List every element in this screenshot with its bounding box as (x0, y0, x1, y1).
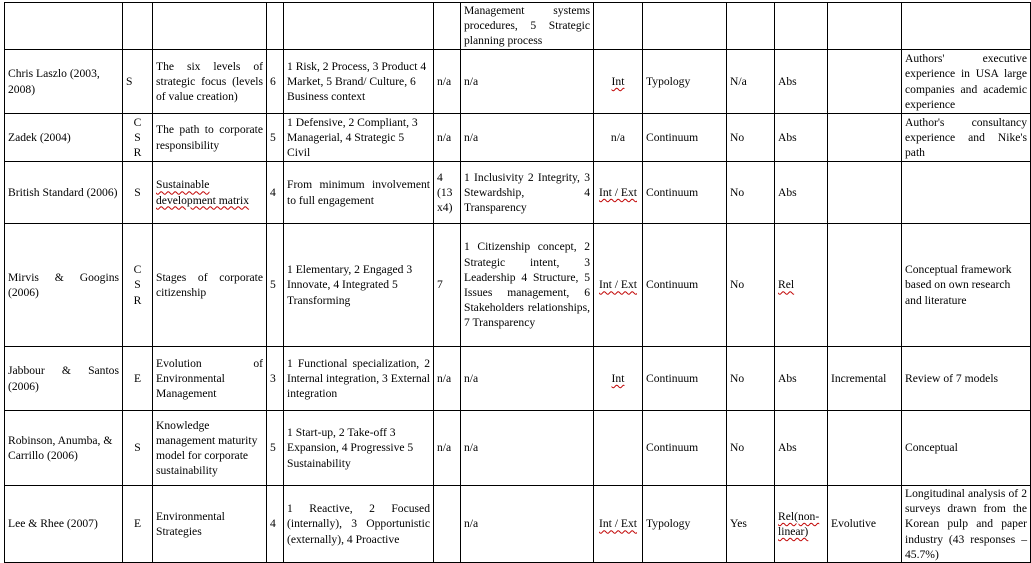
cell-dimensions: 1 Inclusivity 2 Integrity, 3 Stewardship, 4 Transparency (461, 162, 594, 224)
cell-focus: C S R (123, 224, 153, 347)
cell-stages-sequential: No (727, 411, 775, 486)
cell-levels: 1 Risk, 2 Process, 3 Product 4 Market, 5 Brand/ Culture, 6 Business context (284, 50, 434, 114)
table-row (5, 50, 1031, 114)
table-row (5, 224, 1031, 347)
cell-measure: Rel (775, 224, 828, 347)
cell-stages-sequential: No (727, 114, 775, 162)
cell-levels-count: 4 (267, 162, 284, 224)
cell-perspective: Int (594, 347, 643, 411)
cell-basis: Conceptual framework based on own research and literature (902, 224, 1031, 347)
cell-structure: Continuum (643, 162, 727, 224)
cell-dimensions-count: 7 (434, 224, 461, 347)
table-row (5, 411, 1031, 486)
cell-author: British Standard (2006) (5, 162, 123, 224)
cell-model: The path to corporate responsibility (153, 114, 267, 162)
cell-structure: Typology (643, 50, 727, 114)
maturity-models-table (4, 2, 1031, 563)
cell-levels: 1 Elementary, 2 Engaged 3 Innovate, 4 Integrated 5 Transforming (284, 224, 434, 347)
cell-basis: Authors' executive experience in USA large companies and academic experience (902, 50, 1031, 114)
cell-stages-sequential: Yes (727, 486, 775, 563)
cell-model: Sustainable development matrix (153, 162, 267, 224)
cell-model: The six levels of strategic focus (levels of value creation) (153, 50, 267, 114)
cell-model: Stages of corporate citizenship (153, 224, 267, 347)
cell-progression: Incremental (828, 347, 902, 411)
cell-dimensions-count (434, 486, 461, 563)
cell-dimensions: n/a (461, 486, 594, 563)
cell-basis: Conceptual (902, 411, 1031, 486)
cell-progression (828, 162, 902, 224)
cell-perspective: n/a (594, 114, 643, 162)
cell-model: Evolution of Environmental Management (153, 347, 267, 411)
cell-perspective (594, 411, 643, 486)
cell-focus: S (123, 162, 153, 224)
table-row (5, 347, 1031, 411)
table-row (5, 114, 1031, 162)
cell-measure: Rel(non-linear) (775, 486, 828, 563)
cell-measure: Abs (775, 411, 828, 486)
cell-stages-sequential: No (727, 162, 775, 224)
cell-levels-count: 5 (267, 411, 284, 486)
cell-structure: Continuum (643, 411, 727, 486)
cell-progression (828, 411, 902, 486)
cell-basis: Author's consultancy experience and Nike's path (902, 114, 1031, 162)
cell-dimensions: n/a (461, 347, 594, 411)
cell-model: Knowledge management maturity model for corporate sustainability (153, 411, 267, 486)
cell-dimensions-count: n/a (434, 50, 461, 114)
cell-perspective: Int (594, 50, 643, 114)
cell-focus: S (123, 50, 153, 114)
cell-basis: Review of 7 models (902, 347, 1031, 411)
cell-model: Environmental Strategies (153, 486, 267, 563)
cell-levels-count: 5 (267, 114, 284, 162)
table-row (5, 3, 1031, 50)
cell-progression (828, 224, 902, 347)
cell-levels: 1 Reactive, 2 Focused (internally), 3 Opportunistic (externally), 4 Proactive (284, 486, 434, 563)
table-row (5, 162, 1031, 224)
cell-dimensions: n/a (461, 114, 594, 162)
cell-measure: Abs (775, 114, 828, 162)
cell-stages-sequential: N/a (727, 50, 775, 114)
cell-perspective: Int / Ext (594, 162, 643, 224)
cell-levels-count: 4 (267, 486, 284, 563)
cell-levels-count: 3 (267, 347, 284, 411)
cell-measure: Abs (775, 162, 828, 224)
cell-procedures: Management systems procedures, 5 Strategic planning process (461, 3, 594, 50)
cell-structure: Continuum (643, 224, 727, 347)
cell-measure: Abs (775, 50, 828, 114)
cell-stages-sequential: No (727, 224, 775, 347)
cell-dimensions: n/a (461, 50, 594, 114)
cell-measure: Abs (775, 347, 828, 411)
cell-author: Mirvis & Googins (2006) (5, 224, 123, 347)
cell-author: Chris Laszlo (2003, 2008) (5, 50, 123, 114)
cell-dimensions-count: 4 (13 x4) (434, 162, 461, 224)
cell-dimensions-count: n/a (434, 114, 461, 162)
cell-perspective: Int / Ext (594, 486, 643, 563)
cell-levels-count: 6 (267, 50, 284, 114)
cell-dimensions-count: n/a (434, 347, 461, 411)
cell-levels: 1 Defensive, 2 Compliant, 3 Managerial, 4 Strategic 5 Civil (284, 114, 434, 162)
cell-progression (828, 50, 902, 114)
cell-focus: E (123, 347, 153, 411)
cell-progression: Evolutive (828, 486, 902, 563)
table-row (5, 486, 1031, 563)
cell-levels-count: 5 (267, 224, 284, 347)
cell-dimensions: n/a (461, 411, 594, 486)
cell-author: Jabbour & Santos (2006) (5, 347, 123, 411)
cell-structure: Continuum (643, 347, 727, 411)
cell-stages-sequential: No (727, 347, 775, 411)
cell-focus: S (123, 411, 153, 486)
cell-author: Lee & Rhee (2007) (5, 486, 123, 563)
cell-structure: Typology (643, 486, 727, 563)
cell-focus: E (123, 486, 153, 563)
cell-levels: 1 Start-up, 2 Take-off 3 Expansion, 4 Progressive 5 Sustainability (284, 411, 434, 486)
cell-progression (828, 114, 902, 162)
cell-basis (902, 162, 1031, 224)
cell-basis: Longitudinal analysis of 2 surveys drawn from the Korean pulp and paper industry (43 responses – 45.7%) (902, 486, 1031, 563)
cell-dimensions: 1 Citizenship concept, 2 Strategic intent, 3 Leadership 4 Structure, 5 Issues management, 6 Stakeholders relationships, 7 Transparency (461, 224, 594, 347)
cell-perspective: Int / Ext (594, 224, 643, 347)
cell-author: Robinson, Anumba, & Carrillo (2006) (5, 411, 123, 486)
cell-focus: C S R (123, 114, 153, 162)
cell-author: Zadek (2004) (5, 114, 123, 162)
cell-levels: From minimum involvement to full engagement (284, 162, 434, 224)
cell-dimensions-count: n/a (434, 411, 461, 486)
cell-levels: 1 Functional specialization, 2 Internal integration, 3 External integration (284, 347, 434, 411)
cell-structure: Continuum (643, 114, 727, 162)
